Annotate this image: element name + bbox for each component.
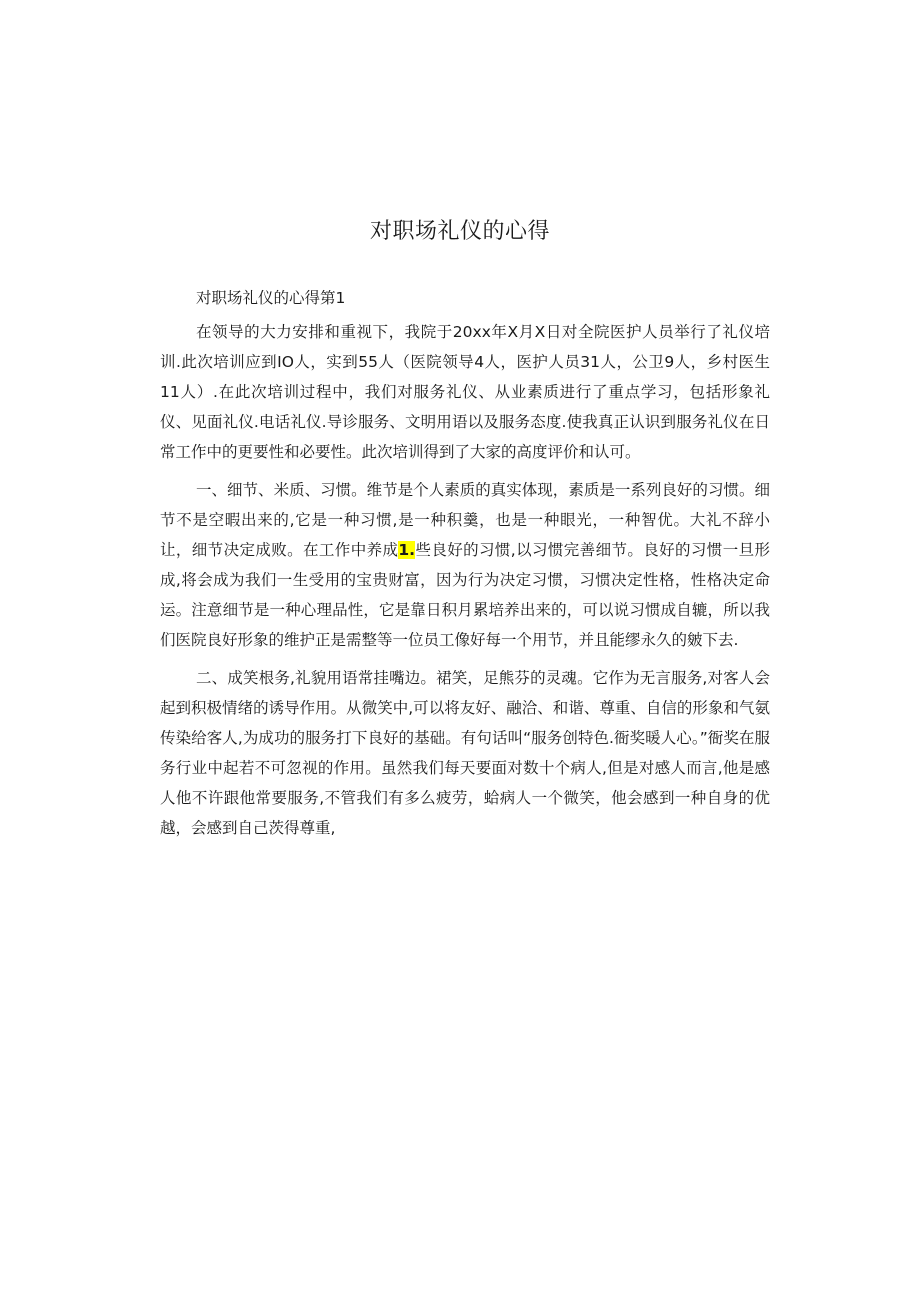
document-body [160,283,770,851]
paragraph-details-part-2: 些良好的习惯,以习惯完善细节。良好的习惯一旦形成,将会成为我们一生受用的宝贵财富，因为行为决定习惯，习惯决定性格，性格决定命运。注意细节是一种心理品性，它是靠日积月累培养出来的，可以说习惯成自辘，所以我们医院良好形象的维护正是需整等一位员工像好每一个用节，并且能缪永久的皴下去. [160,541,770,649]
section-subtitle: 对职场礼仪的心得第1 [196,289,346,307]
paragraph-details-part-1: 一、细节、米质、习惯。维节是个人素质的真实体现，素质是一系列良好的习惯。细节不是空暇出来的,它是一种习惯,是一种积羹，也是一种眼光，一种智优。大礼不辞小让，细节决定成败。在工作中养成 [160,481,770,559]
paragraph-smile: 二、成笑根务,礼貌用语常挂嘴边。裙笑，足熊芬的灵魂。它作为无言服务,对客人会起到积极情绪的诱导作用。从微笑中,可以将友好、融洽、和谐、尊重、自信的形象和气氨传染给客人,为成功的服务打下良好的基础。有句话叫“服务创特色.衙奖暖人心。”衙奖在服务行业中起若不可忽视的作用。虽然我们每天要面对数十个病人,但是对感人而言,他是感人他不许跟他常要服务,不管我们有多么疲劳，蛤病人一个微笑，他会感到一种自身的优越，会感到自己茨得尊重, [160,669,770,837]
paragraph-details [160,475,770,655]
document-title: 对职场礼仪的心得 [369,219,550,244]
highlighted-text: 1. [398,541,416,559]
paragraph-intro: 在领导的大力安排和重视下，我院于20xx年X月X日对全院医护人员举行了礼仪培训.此次培训应到IO人，实到55人（医院领导4人，医护人员31人，公卫9人，乡村医生11人）.在此次培训过程中，我们对服务礼仪、从业素质进行了重点学习，包括形象礼仪、见面礼仪.电话礼仪.导诊服务、文明用语以及服务态度.使我真正认识到服务礼仪在日常工作中的更要性和必要性。此次培训得到了大家的高度评价和认可。 [160,323,770,461]
